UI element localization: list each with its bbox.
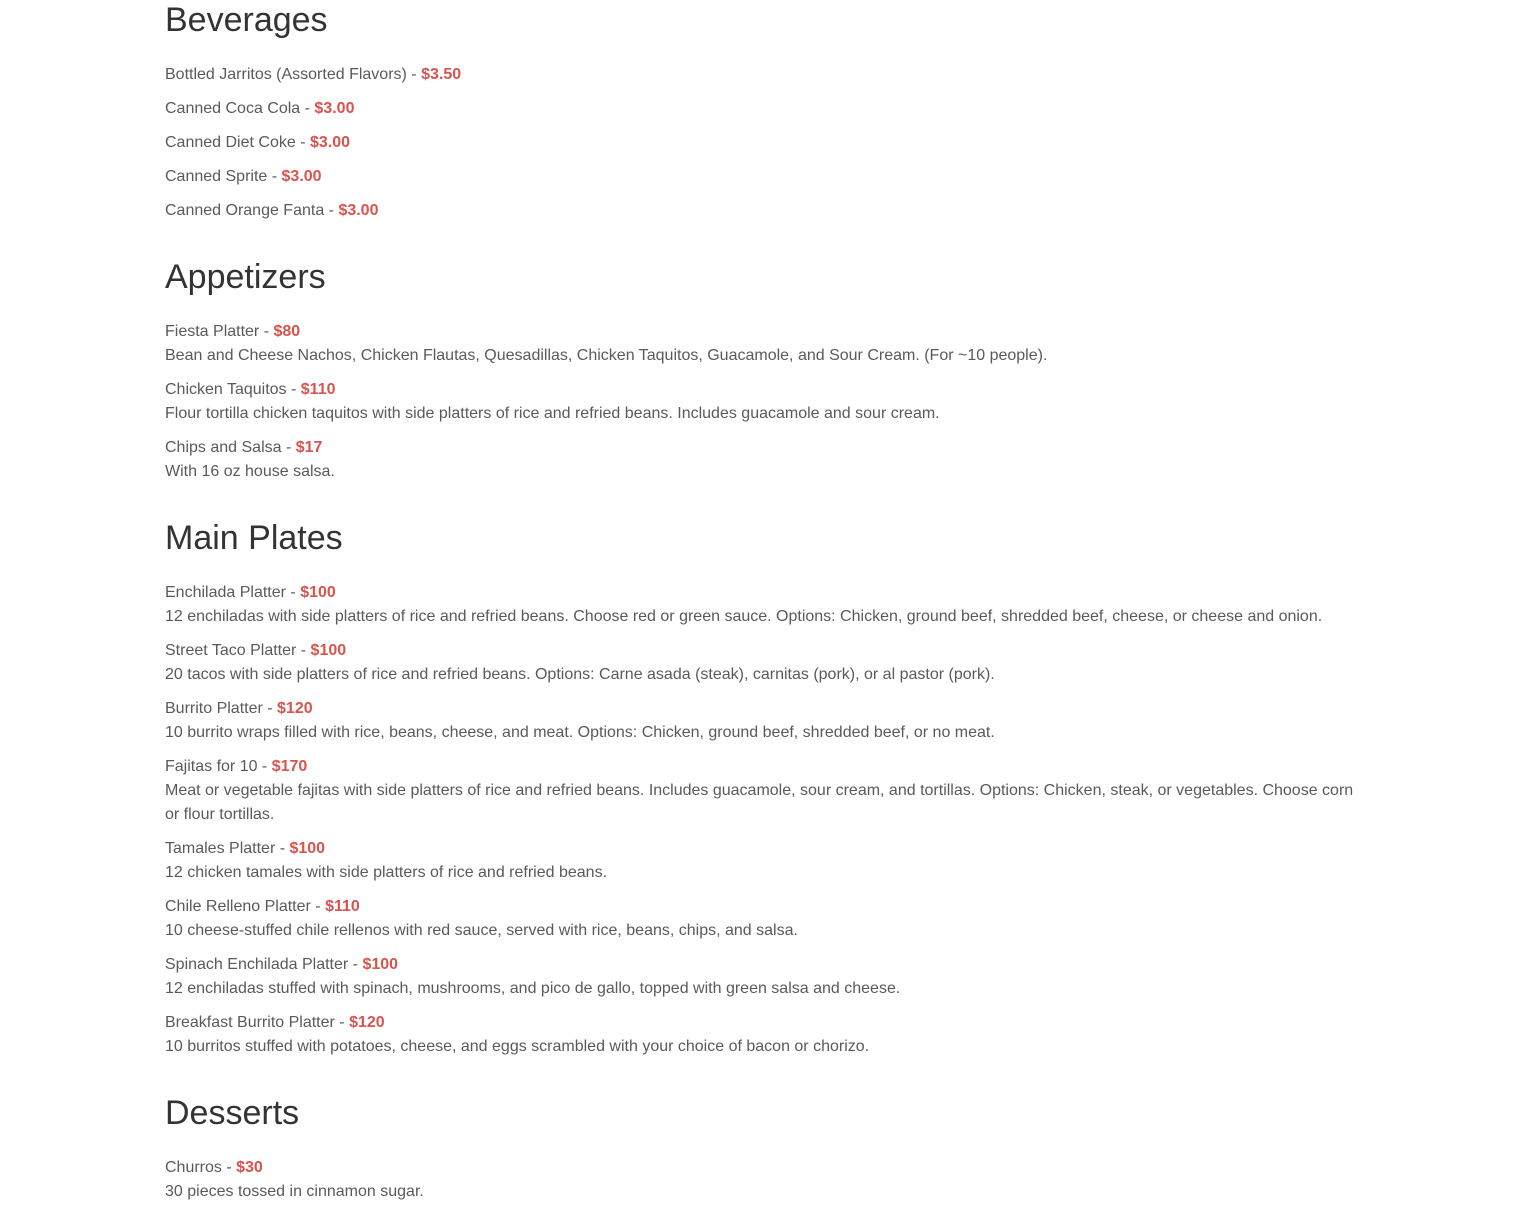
item-price: $3.00	[281, 168, 322, 185]
item-name: Canned Diet Coke	[165, 134, 296, 151]
item-name: Bottled Jarritos (Assorted Flavors)	[165, 66, 407, 83]
menu-item	[165, 837, 1365, 885]
item-name: Chile Relleno Platter	[165, 898, 311, 915]
item-price: $3.00	[309, 134, 351, 151]
item-description: With 16 oz house salsa.	[165, 463, 335, 480]
section-beverages	[165, 0, 1365, 223]
item-description: 30 pieces tossed in cinnamon sugar.	[165, 1183, 424, 1200]
item-description: 12 chicken tamales with side platters of rice and refried beans.	[165, 864, 608, 881]
menu	[165, 0, 1365, 1214]
item-price: $100	[289, 840, 326, 857]
menu-item	[165, 97, 1365, 121]
section-main-plates	[165, 518, 1365, 1059]
item-price: $3.00	[314, 100, 355, 117]
separator: -	[262, 700, 278, 717]
item-price: $100	[300, 584, 336, 601]
separator: -	[324, 202, 339, 219]
separator: -	[221, 1159, 237, 1176]
item-list	[165, 63, 1365, 223]
separator: -	[286, 381, 301, 398]
separator: -	[275, 840, 290, 857]
menu-item	[165, 895, 1365, 943]
item-name: Chips and Salsa	[165, 439, 282, 456]
separator: -	[281, 439, 296, 456]
menu-item	[165, 581, 1365, 629]
item-list	[165, 320, 1365, 484]
menu-item	[165, 165, 1365, 189]
item-price: $170	[271, 758, 308, 775]
section-appetizers	[165, 257, 1365, 484]
item-description: Meat or vegetable fajitas with side platters of rice and refried beans. Includes guacamole, sour cream, and tortillas. Options: Chicken, steak, or vegetables. Choose corn or flour tortillas.	[165, 782, 1354, 823]
item-name: Tamales Platter	[165, 840, 276, 857]
item-description: 10 cheese-stuffed chile rellenos with red sauce, served with rice, beans, chips, and salsa.	[165, 922, 798, 939]
item-list	[165, 581, 1365, 1059]
menu-item	[165, 378, 1365, 426]
menu-item	[165, 1011, 1365, 1059]
separator: -	[295, 134, 310, 151]
menu-item	[165, 953, 1365, 1001]
separator: -	[406, 66, 422, 83]
item-price: $120	[277, 700, 313, 717]
item-price: $100	[310, 642, 347, 659]
menu-item	[165, 199, 1365, 223]
menu-item	[165, 755, 1365, 827]
section-title: Desserts	[165, 1094, 300, 1132]
menu-item	[165, 131, 1365, 155]
item-description: 10 burrito wraps filled with rice, beans, cheese, and meat. Options: Chicken, ground beef, shredded beef, or no meat.	[165, 724, 995, 741]
item-description: Bean and Cheese Nachos, Chicken Flautas, Quesadillas, Chicken Taquitos, Guacamole, and Sour Cream. (For ~10 people).	[165, 347, 1048, 364]
item-name: Chicken Taquitos	[165, 381, 287, 398]
menu-item	[165, 63, 1365, 87]
item-description: Flour tortilla chicken taquitos with side platters of rice and refried beans. Includes guacamole and sour cream.	[165, 405, 940, 422]
separator: -	[259, 323, 274, 340]
separator: -	[334, 1014, 350, 1031]
item-description: 12 enchiladas with side platters of rice and refried beans. Choose red or green sauce. Options: Chicken, ground beef, shredded beef, cheese, or cheese and onion.	[165, 608, 1323, 625]
section-title: Appetizers	[165, 258, 326, 296]
menu-item	[165, 1156, 1365, 1204]
section-title: Main Plates	[165, 519, 343, 557]
item-name: Churros	[165, 1159, 222, 1176]
item-name: Burrito Platter	[165, 700, 263, 717]
item-name: Canned Orange Fanta	[165, 202, 325, 219]
section-desserts	[165, 1093, 1365, 1204]
item-name: Fiesta Platter	[165, 323, 260, 340]
separator: -	[348, 956, 363, 973]
menu-item	[165, 639, 1365, 687]
item-name: Spinach Enchilada Platter	[165, 956, 349, 973]
item-price: $17	[295, 439, 323, 456]
separator: -	[257, 758, 272, 775]
separator: -	[300, 100, 315, 117]
item-name: Fajitas for 10	[165, 758, 258, 775]
item-price: $100	[362, 956, 399, 973]
item-price: $80	[273, 323, 301, 340]
separator: -	[267, 168, 282, 185]
separator: -	[285, 584, 301, 601]
separator: -	[296, 642, 311, 659]
item-name: Canned Coca Cola	[165, 100, 301, 117]
separator: -	[310, 898, 326, 915]
menu-item	[165, 697, 1365, 745]
item-price: $30	[236, 1159, 263, 1176]
item-price: $3.50	[421, 66, 462, 83]
item-price: $110	[325, 898, 360, 915]
item-description: 12 enchiladas stuffed with spinach, mushrooms, and pico de gallo, topped with green salsa and cheese.	[165, 980, 901, 997]
item-list	[165, 1156, 1365, 1204]
item-name: Breakfast Burrito Platter	[165, 1014, 335, 1031]
menu-item	[165, 320, 1365, 368]
item-description: 10 burritos stuffed with potatoes, cheese, and eggs scrambled with your choice of bacon or chorizo.	[165, 1038, 870, 1055]
item-name: Enchilada Platter	[165, 584, 286, 601]
menu-item	[165, 436, 1365, 484]
item-name: Canned Sprite	[165, 168, 268, 185]
section-title: Beverages	[165, 1, 328, 39]
item-price: $120	[349, 1014, 385, 1031]
item-price: $3.00	[338, 202, 379, 219]
item-name: Street Taco Platter	[165, 642, 297, 659]
item-description: 20 tacos with side platters of rice and refried beans. Options: Carne asada (steak), carnitas (pork), or al pastor (pork).	[165, 666, 995, 683]
item-price: $110	[300, 381, 336, 398]
